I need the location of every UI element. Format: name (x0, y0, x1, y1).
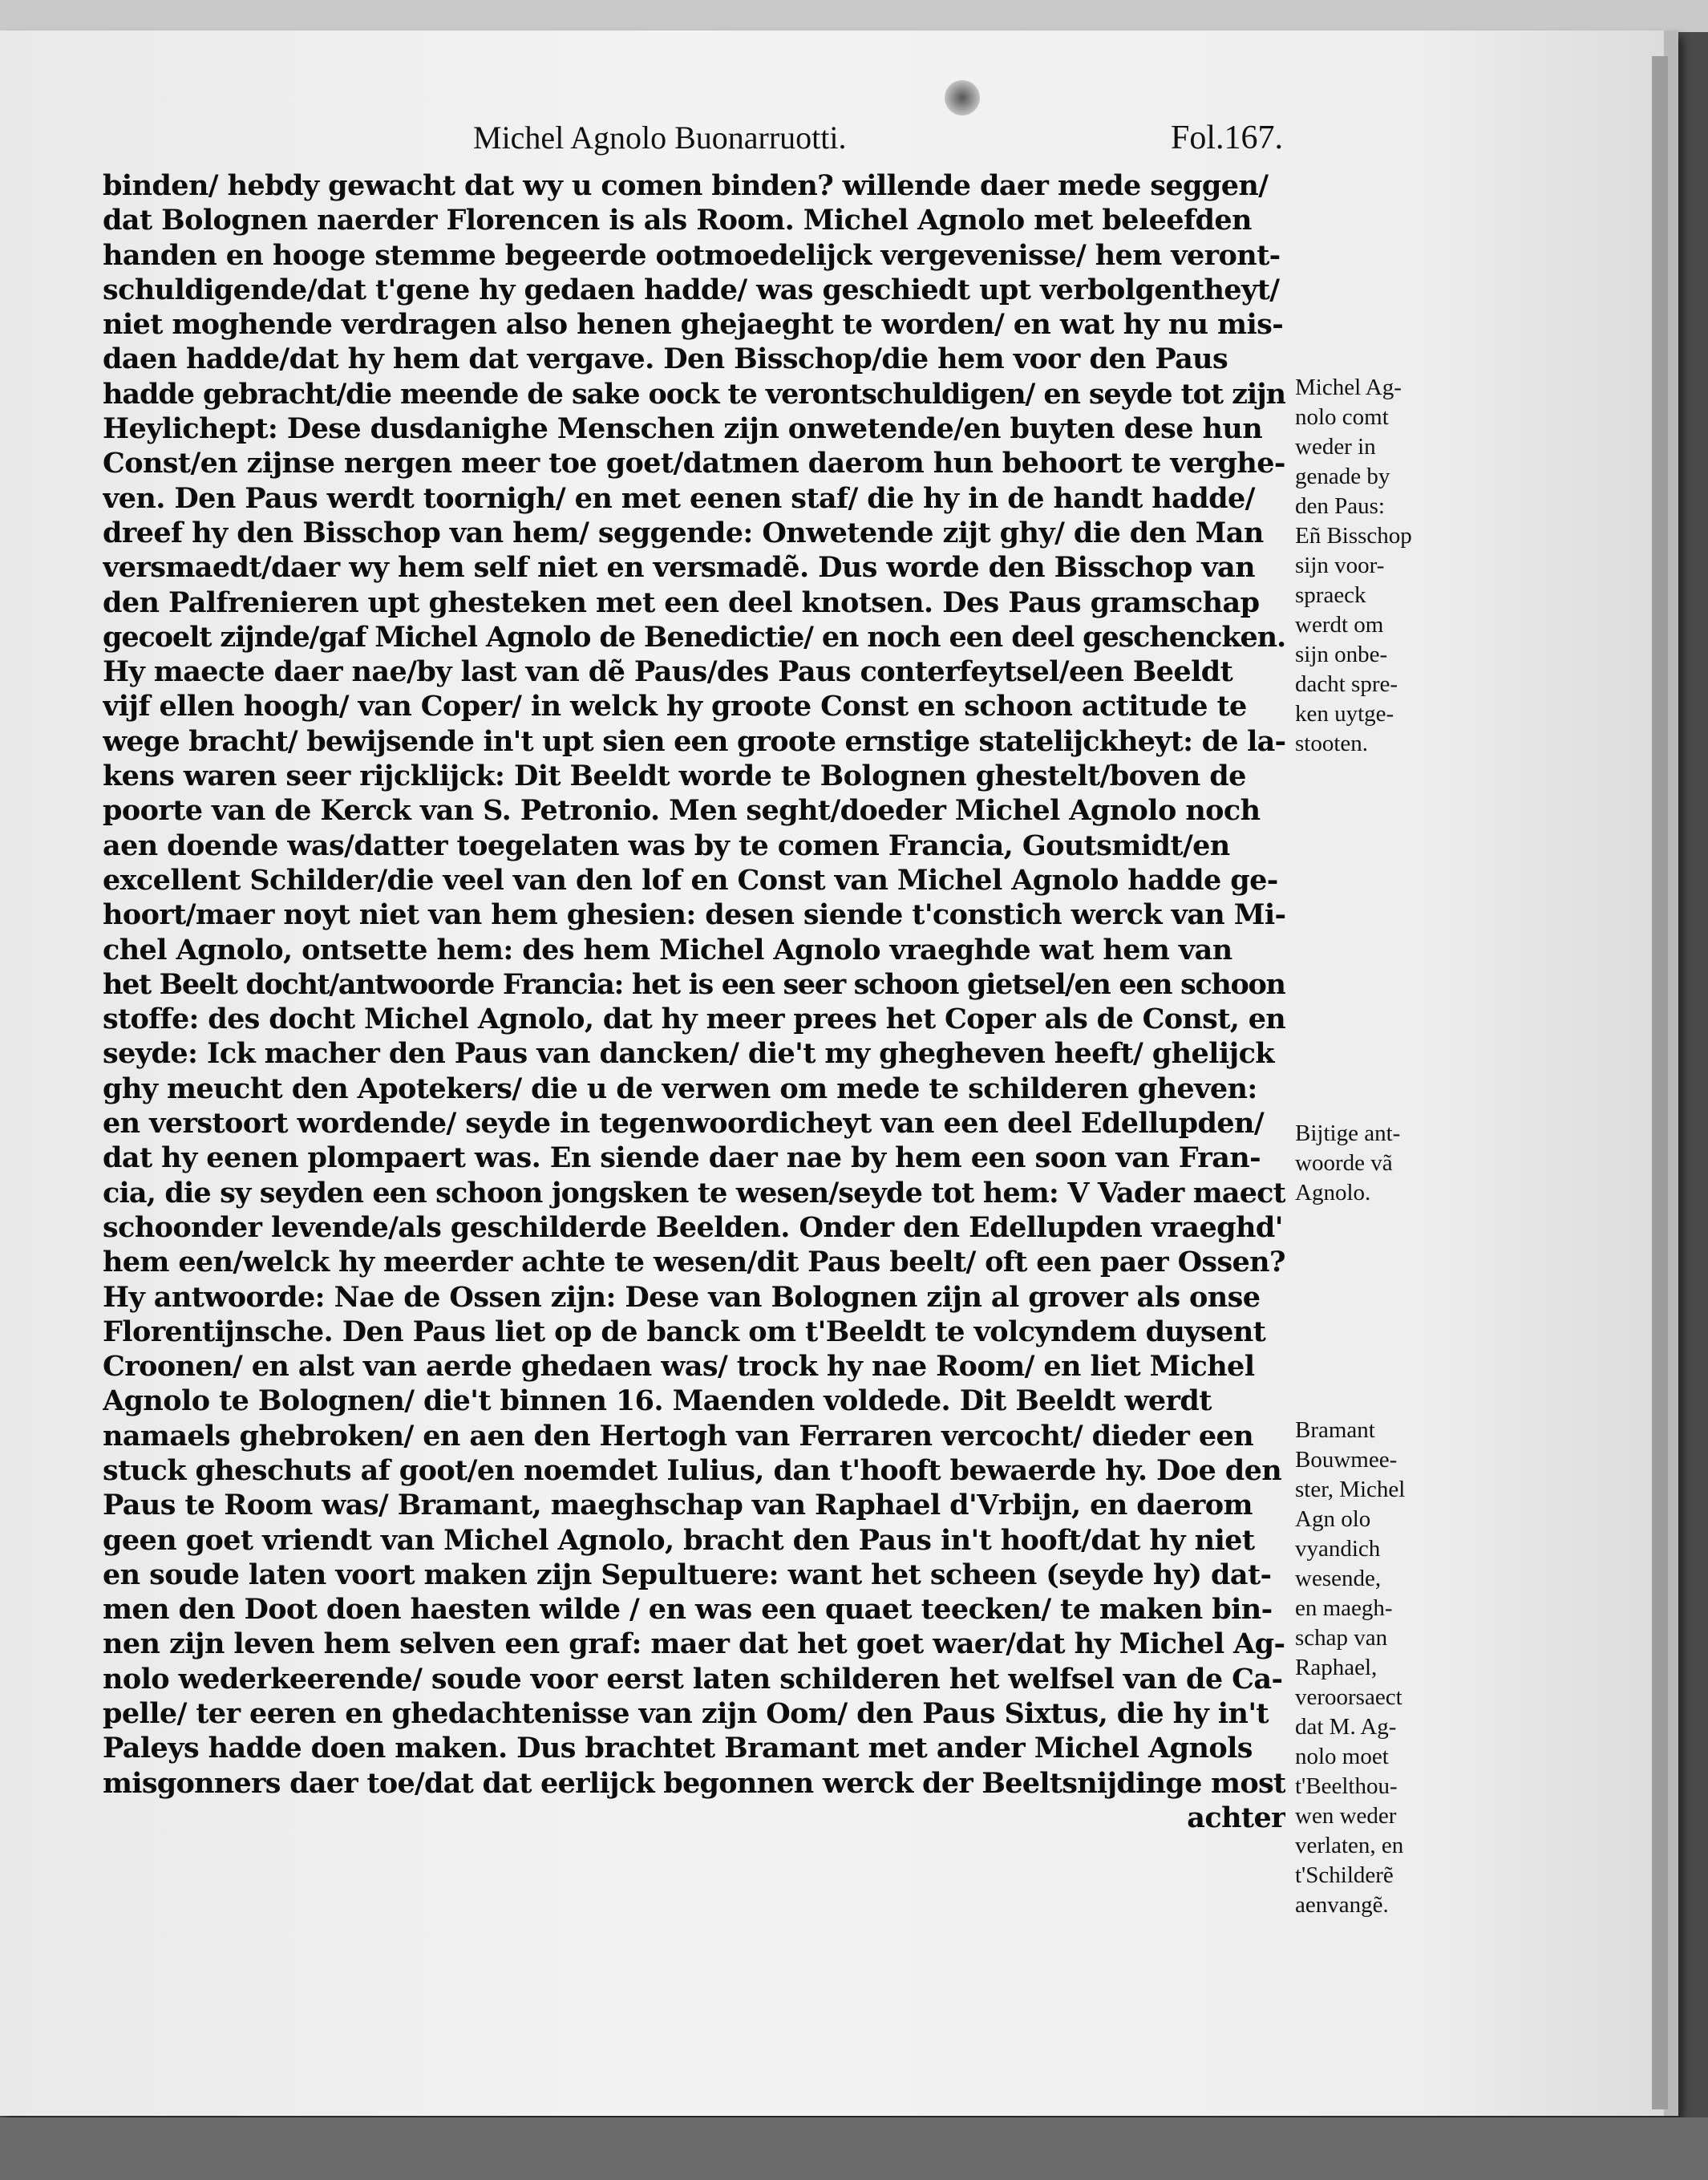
text-line: dat Bolognen naerder Florencen is als Room. Michel Agnolo met beleefden (103, 204, 1252, 237)
main-text-block (103, 168, 1285, 1835)
text-line: daen hadde/dat hy hem dat vergave. Den Bisschop/die hem voor den Paus (103, 342, 1228, 376)
margin-note-line: Bramant (1295, 1417, 1375, 1443)
margin-note-line: dat M. Ag- (1295, 1714, 1397, 1740)
margin-note-bramant (1295, 1416, 1455, 1920)
text-line: dreef hy den Bisschop van hem/ seggende: Onwetende zijt ghy/ die den Man (103, 516, 1264, 549)
text-line: aen doende was/datter toegelaten was by te comen Francia, Goutsmidt/en (103, 829, 1230, 862)
text-line: Croonen/ en alst van aerde ghedaen was/ trock hy nae Room/ en liet Michel (103, 1350, 1255, 1384)
text-line: vijf ellen hoogh/ van Coper/ in welck hy groote Const en schoon actitude te (103, 690, 1247, 723)
margin-note-line: stooten. (1295, 731, 1369, 756)
text-line: namaels ghebroken/ en aen den Hertogh van Ferraren vercocht/ dieder een (103, 1419, 1254, 1453)
text-line: Heylichept: Dese dusdanighe Menschen zijn onwetende/en buyten dese hun (103, 412, 1263, 446)
margin-note-line: Michel Ag- (1295, 375, 1402, 400)
text-line: versmaedt/daer wy hem self niet en versmadẽ. Dus worde den Bisschop van (103, 551, 1255, 585)
text-line: binden/ hebdy gewacht dat wy u comen binden? willende daer mede seggen/ (103, 169, 1269, 202)
margin-note-line: woorde vã (1295, 1150, 1393, 1176)
text-line: dat hy eenen plompaert was. En siende daer nae by hem een soon van Fran- (103, 1141, 1261, 1175)
scan-backdrop (0, 0, 1708, 32)
text-line: men den Doot doen haesten wilde / en was een quaet teecken/ te maken bin- (103, 1593, 1273, 1627)
margin-note-line: verlaten, en (1295, 1833, 1404, 1858)
margin-note-line: Eñ Bisschop (1295, 523, 1412, 549)
margin-note-line: wen weder (1295, 1803, 1397, 1829)
margin-note-line: Bouwmee- (1295, 1447, 1398, 1473)
text-line: geen goet vriendt van Michel Agnolo, bracht den Paus in't hooft/dat hy niet (103, 1523, 1255, 1557)
text-line: den Palfrenieren upt ghesteken met een deel knotsen. Des Paus gramschap (103, 586, 1260, 619)
margin-note-line: genade by (1295, 464, 1390, 489)
margin-note-line: Agn olo (1295, 1506, 1371, 1532)
text-line: schuldigende/dat t'gene hy gedaen hadde/ was geschiedt upt verbolgentheyt/ (103, 273, 1280, 306)
text-line: achter (1187, 1801, 1285, 1834)
text-line: ven. Den Paus werdt toornigh/ en met eenen staf/ die hy in de handt hadde/ (103, 481, 1255, 515)
scan-bottom-shadow (0, 2117, 1708, 2180)
text-line: cia, die sy seyden een schoon jongsken te wesen/seyde tot hem: V Vader maect (103, 1176, 1285, 1210)
margin-note-line: nolo comt (1295, 404, 1389, 430)
text-line: Paleys hadde doen maken. Dus brachtet Bramant met ander Michel Agnols (103, 1732, 1253, 1765)
folio-number: Fol.167. (1170, 120, 1283, 156)
text-line: Florentijnsche. Den Paus liet op de banck om t'Beeldt te volcyndem duysent (103, 1315, 1266, 1348)
margin-note-line: aenvangẽ. (1295, 1892, 1389, 1918)
text-line: en soude laten voort maken zijn Sepultuere: want het scheen (seyde hy) dat- (103, 1558, 1272, 1591)
text-line: Agnolo te Bolognen/ die't binnen 16. Maenden voldede. Dit Beeldt werdt (103, 1384, 1212, 1418)
margin-note-line: veroorsaect (1295, 1684, 1402, 1710)
margin-note-witty-answer (1295, 1119, 1455, 1208)
text-line: poorte van de Kerck van S. Petronio. Men seght/doeder Michel Agnolo noch (103, 794, 1261, 828)
margin-note-line: t'Beelthou- (1295, 1773, 1398, 1799)
text-line: gecoelt zijnde/gaf Michel Agnolo de Benedictie/ en noch een deel geschencken. (103, 620, 1285, 654)
text-line: en verstoort wordende/ seyde in tegenwoordicheyt van een deel Edellupden/ (103, 1107, 1265, 1141)
text-line: hem een/welck hy meerder achte te wesen/dit Paus beelt/ oft een paer Ossen? (103, 1246, 1285, 1279)
text-line: wege bracht/ bewijsende in't upt sien een groote ernstige statelijckheyt: de la- (103, 724, 1285, 758)
margin-note-line: Raphael, (1295, 1655, 1378, 1680)
running-title: Michel Agnolo Buonarruotti. (473, 120, 847, 156)
text-line: Const/en zijnse nergen meer toe goet/datmen daerom hun behoort te verghe- (103, 447, 1285, 480)
text-line: hadde gebracht/die meende de sake oock te verontschuldigen/ en seyde tot zijn (103, 377, 1285, 411)
margin-note-line: dacht spre- (1295, 671, 1398, 697)
text-line: niet moghende verdragen also henen ghejaeght te worden/ en wat hy nu mis- (103, 308, 1284, 342)
ink-stain (945, 80, 980, 115)
text-line: Paus te Room was/ Bramant, maeghschap van Raphael d'Vrbijn, en daerom (103, 1489, 1253, 1522)
page-header (96, 119, 1283, 167)
text-line: seyde: Ick macher den Paus van dancken/ die't my ghegheven heeft/ ghelijck (103, 1037, 1274, 1071)
margin-note-line: nolo moet (1295, 1744, 1389, 1769)
margin-note-line: vyandich (1295, 1536, 1381, 1562)
text-line: kens waren seer rijcklijck: Dit Beeldt worde te Bolognen ghestelt/boven de (103, 760, 1246, 793)
margin-note-line: en maegh- (1295, 1595, 1393, 1621)
margin-note-line: werdt om (1295, 612, 1384, 638)
text-line: stuck gheschuts af goot/en noemdet Iulius, dan t'hooft bewaerde hy. Doe den (103, 1453, 1282, 1487)
margin-note-line: wesende, (1295, 1566, 1382, 1591)
margin-note-line: Agnolo. (1295, 1180, 1371, 1205)
text-line: hoort/maer noyt niet van hem ghesien: desen siende t'constich werck van Mi- (103, 898, 1285, 932)
text-line: pelle/ ter eeren en ghedachtenisse van zijn Oom/ den Paus Sixtus, die hy in't (103, 1697, 1269, 1731)
margin-note-line: spraeck (1295, 582, 1366, 608)
margin-note-pope-grace (1295, 373, 1455, 759)
page-edge (1652, 56, 1668, 2109)
margin-note-line: schap van (1295, 1625, 1388, 1651)
text-line: schoonder levende/als geschilderde Beelden. Onder den Edellupden vraeghd' (103, 1210, 1283, 1244)
text-line: Hy maecte daer nae/by last van dẽ Paus/des Paus conterfeytsel/een Beeldt (103, 655, 1233, 689)
text-line: chel Agnolo, ontsette hem: des hem Michel Agnolo vraeghde wat hem van (103, 933, 1232, 966)
text-line: nen zijn leven hem selven een graf: maer dat het goet waer/dat hy Michel Ag- (103, 1627, 1285, 1661)
margin-note-line: Bijtige ant- (1295, 1120, 1401, 1146)
margin-note-line: sijn onbe- (1295, 642, 1388, 667)
text-line: nolo wederkeerende/ soude voor eerst laten schilderen het welfsel van de Ca- (103, 1662, 1283, 1696)
text-line: excellent Schilder/die veel van den lof en Const van Michel Agnolo hadde ge- (103, 863, 1278, 897)
text-line: handen en hooge stemme begeerde ootmoedelijck vergevenisse/ hem veront- (103, 238, 1281, 272)
text-line: ghy meucht den Apotekers/ die u de verwen om mede te schilderen gheven: (103, 1072, 1257, 1105)
text-line: misgonners daer toe/dat dat eerlijck begonnen werck der Beeltsnijdinge most (103, 1766, 1285, 1800)
margin-note-line: weder in (1295, 434, 1376, 460)
margin-note-line: t'Schilderẽ (1295, 1862, 1394, 1888)
text-line: stoffe: des docht Michel Agnolo, dat hy meer prees het Coper als de Const, en (103, 1003, 1285, 1036)
margin-note-line: ken uytge- (1295, 701, 1394, 727)
margin-note-line: den Paus: (1295, 493, 1385, 519)
text-line: het Beelt docht/antwoorde Francia: het is een seer schoon gietsel/en een schoon (103, 967, 1285, 1001)
margin-note-line: ster, Michel (1295, 1477, 1406, 1502)
margin-note-line: sijn voor- (1295, 553, 1385, 578)
text-line: Hy antwoorde: Nae de Ossen zijn: Dese van Bolognen zijn al grover als onse (103, 1280, 1261, 1314)
